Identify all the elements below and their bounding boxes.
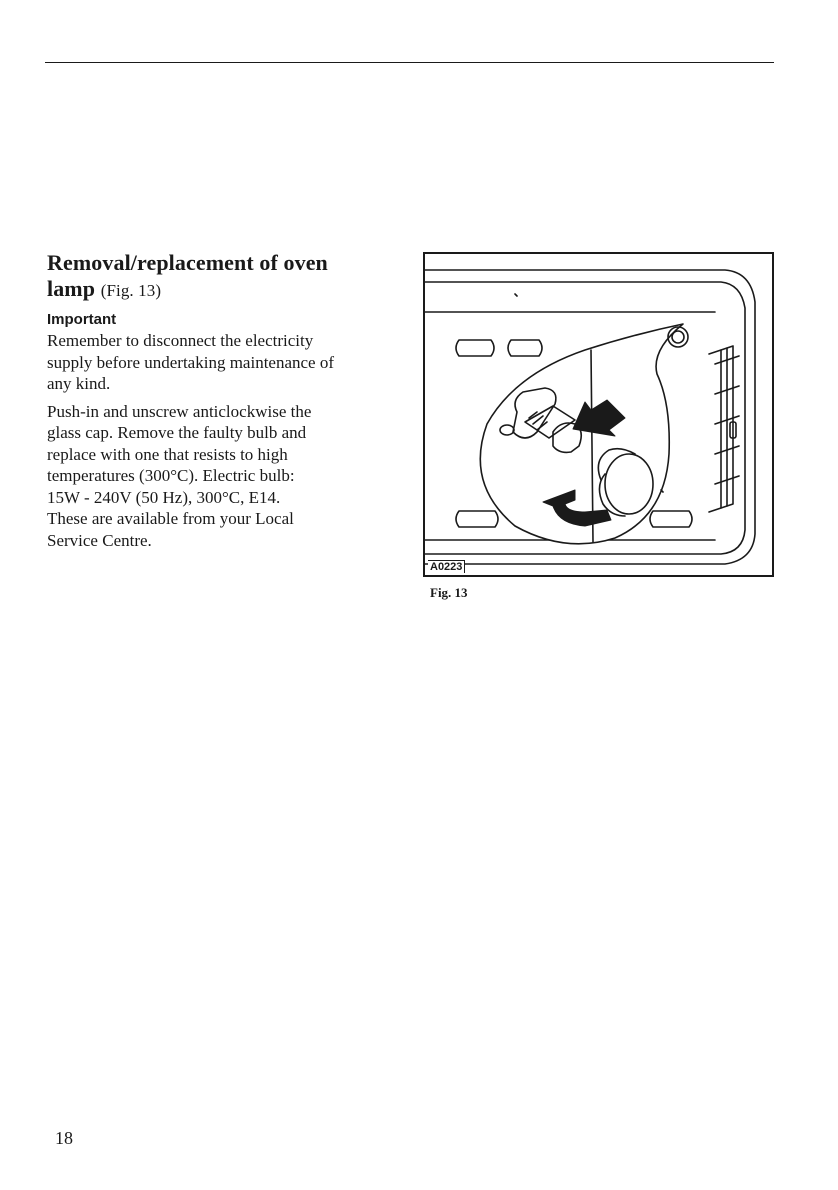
oven-lamp-drawing xyxy=(425,254,774,577)
paragraph-line: Remember to disconnect the electricity xyxy=(47,331,314,350)
paragraph-line: supply before undertaking maintenance of xyxy=(47,352,335,372)
section-title: Removal/replacement of oven xyxy=(47,250,328,275)
paragraph-line: glass cap. Remove the faulty bulb and xyxy=(47,423,307,442)
instruction-section xyxy=(47,250,407,551)
paragraph-line: 15W - 240V (50 Hz), 300°C, E14. xyxy=(47,487,281,507)
page-number: 18 xyxy=(55,1128,73,1148)
procedure-paragraph xyxy=(47,401,407,552)
paragraph-line: Service Centre. xyxy=(47,530,152,550)
paragraph-line: temperatures (300°C). Electric bulb: xyxy=(47,466,295,485)
paragraph-line: Push-in and unscrew anticlockwise the xyxy=(47,401,312,421)
paragraph-line: any kind. xyxy=(47,374,111,393)
section-title-line2: lamp xyxy=(47,276,96,301)
figure-caption: Fig. 13 xyxy=(430,585,468,600)
top-rule xyxy=(45,62,774,63)
paragraph-line: replace with one that resists to high xyxy=(47,444,288,464)
important-subheading: Important xyxy=(47,311,117,328)
warning-paragraph xyxy=(47,330,407,395)
figure-code-label: A0223 xyxy=(428,560,465,573)
figure-reference: (Fig. 13) xyxy=(100,281,162,300)
oven-lamp-illustration xyxy=(423,252,774,577)
section-heading xyxy=(47,250,407,304)
paragraph-line: These are available from your Local xyxy=(47,509,294,528)
